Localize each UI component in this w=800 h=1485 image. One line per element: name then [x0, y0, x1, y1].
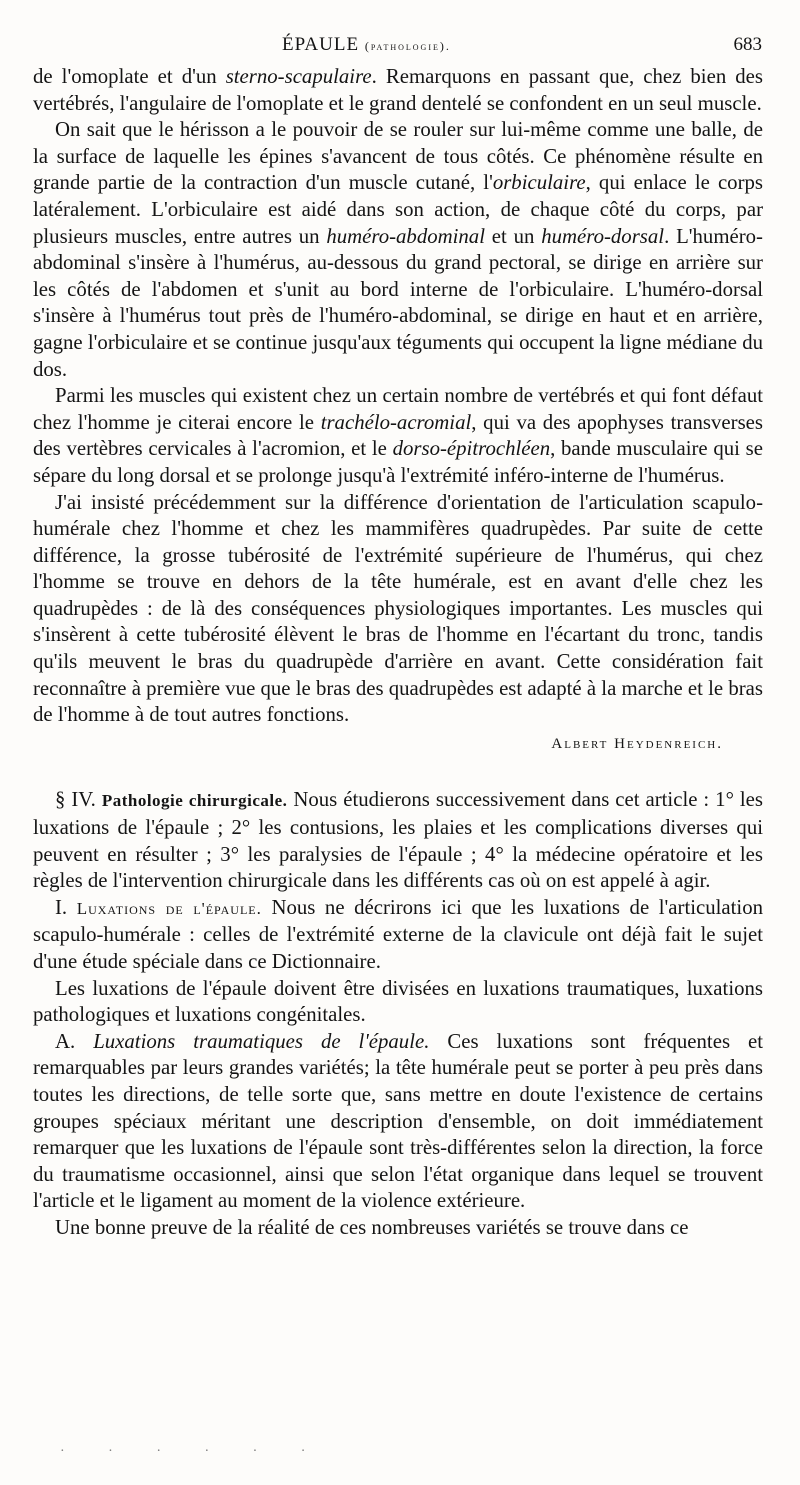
text-run: de l'omoplate et d'un	[33, 65, 226, 88]
text-run: Nous ne décrirons ici que les luxations de l'articulation scapulo-humérale : celles de l'extrémité externe de la clavicule ont déjà fait le sujet d'une étude spéciale dans ce Dictionnaire.	[33, 895, 763, 973]
paragraph	[33, 117, 763, 383]
italic-term: Luxations traumatiques de l'épaule.	[93, 1029, 430, 1053]
paragraph	[33, 976, 763, 1029]
text-run: J'ai insisté précédemment sur la différence d'orientation de l'articulation scapulo-humérale chez l'homme et chez les mammifères quadrupèdes. Par suite de cette différence, la grosse tubérosité de l'extrémité supérieure de l'humérus, qui chez l'homme se trouve en dehors de la tête humérale, est en avant d'elle chez les quadrupèdes : de là des conséquences physiologiques importantes. Les muscles qui s'insèrent à cette tubérosité élèvent le bras de l'homme en l'écartant du tronc, tandis qu'ils meuvent le bras du quadrupède d'arrière en avant. Cette considération fait reconnaître à première vue que le bras des quadrupèdes est adapté à la marche et le bras de l'homme à de tout autres fonctions.	[33, 490, 763, 727]
text-run: . Remarquons en passant que, chez bien des vertébrés, l'angulaire de l'omoplate et le grand dentelé se confondent en un seul muscle.	[33, 65, 763, 115]
section-heading-paragraph	[33, 787, 763, 894]
text-run: Une bonne preuve de la réalité de ces nombreuses variétés se trouve dans ce	[55, 1215, 689, 1239]
italic-term: dorso-épitrochléen	[392, 437, 551, 461]
text-run: Parmi les muscles qui existent chez un certain nombre de vertébrés et qui font défaut chez l'homme je citerai encore le	[33, 384, 763, 434]
text-run: Ces luxations sont fréquentes et remarquables par leurs grandes variétés; la tête humérale peut se porter à peu près dans toutes les directions, de telle sorte que, sans mettre en doute l'existence de certains groupes spéciaux méritant une description d'ensemble, on doit immédiatement remarquer que les luxations de l'épaule sont très-différentes selon la direction, la force du traumatisme occasionnel, ainsi que selon l'état organique dans lequel se trouvent l'article et le ligament au moment de la violence extérieure.	[33, 1029, 764, 1213]
italic-term: huméro-abdominal	[326, 224, 485, 248]
subsection-heading: Luxations de l'épaule.	[76, 898, 262, 918]
text-run: On sait que le hérisson a le pouvoir de se rouler sur lui-même comme une balle, de la surface de laquelle les épines s'avancent de tous côtés. Ce phénomène résulte en grande partie de la contraction d'un muscle cutané, l'	[33, 118, 763, 195]
paragraph	[33, 895, 763, 976]
body-text	[33, 64, 763, 1242]
text-run: et un	[485, 224, 542, 248]
text-run: A.	[55, 1029, 94, 1053]
italic-term: sterno-scapulaire	[225, 65, 372, 88]
section-gap	[33, 757, 763, 787]
paragraph	[33, 490, 763, 729]
footer-dots: · · · · · ·	[60, 1444, 326, 1459]
text-run: I.	[55, 895, 77, 919]
paragraph	[33, 1029, 763, 1215]
italic-term: trachélo-acromial	[320, 410, 472, 434]
running-title	[282, 34, 451, 56]
text-run: Nous étudierons successivement dans cet article : 1° les luxations de l'épaule ; 2° les contusions, les plaies et les complications diverses qui peuvent en résulter ; 3° les paralysies de l'épaule ; 4° la médecine opératoire et les règles de l'intervention chirurgicale dans les différents cas où on est appelé à agir.	[33, 788, 763, 893]
paragraph	[33, 383, 763, 489]
text-run: § IV.	[55, 788, 102, 812]
title-sub: (pathologie).	[364, 39, 451, 53]
text-run: , qui enlace le corps latéralement. L'orbiculaire est aidé dans son action, de chaque côté du corps, par plusieurs muscles, entre autres un	[33, 171, 763, 248]
section-heading: Pathologie chirurgicale.	[101, 791, 288, 811]
text-run: , qui va des apophyses transverses des vertèbres cervicales à l'acromion, et le	[33, 410, 763, 461]
text-run: Les luxations de l'épaule doivent être divisées en luxations traumatiques, luxations pathologiques et luxations congénitales.	[33, 976, 763, 1027]
paragraph	[33, 64, 763, 117]
page-number: 683	[733, 34, 762, 55]
italic-term: orbiculaire	[492, 171, 586, 195]
text-run: . L'huméro-abdominal s'insère à l'humérus, au-dessous du grand pectoral, se dirige en arrière sur les côtés de l'abdomen et s'unit au bord interne de l'orbiculaire. L'huméro-dorsal s'insère à l'humérus tout près de l'huméro-abdominal, se dirige en haut et en arrière, gagne l'orbiculaire et se continue jusqu'aux téguments qui occupent la ligne médiane du dos.	[33, 224, 763, 381]
author-signature: Albert Heydenreich.	[551, 735, 723, 752]
paragraph	[33, 1215, 763, 1242]
running-header	[0, 34, 800, 64]
text-run: , bande musculaire qui se sépare du long dorsal et se prolonge jusqu'à l'extrémité inféro-interne de l'humérus.	[33, 437, 763, 487]
italic-term: huméro-dorsal	[541, 224, 665, 248]
title-main: ÉPAULE	[282, 34, 360, 55]
